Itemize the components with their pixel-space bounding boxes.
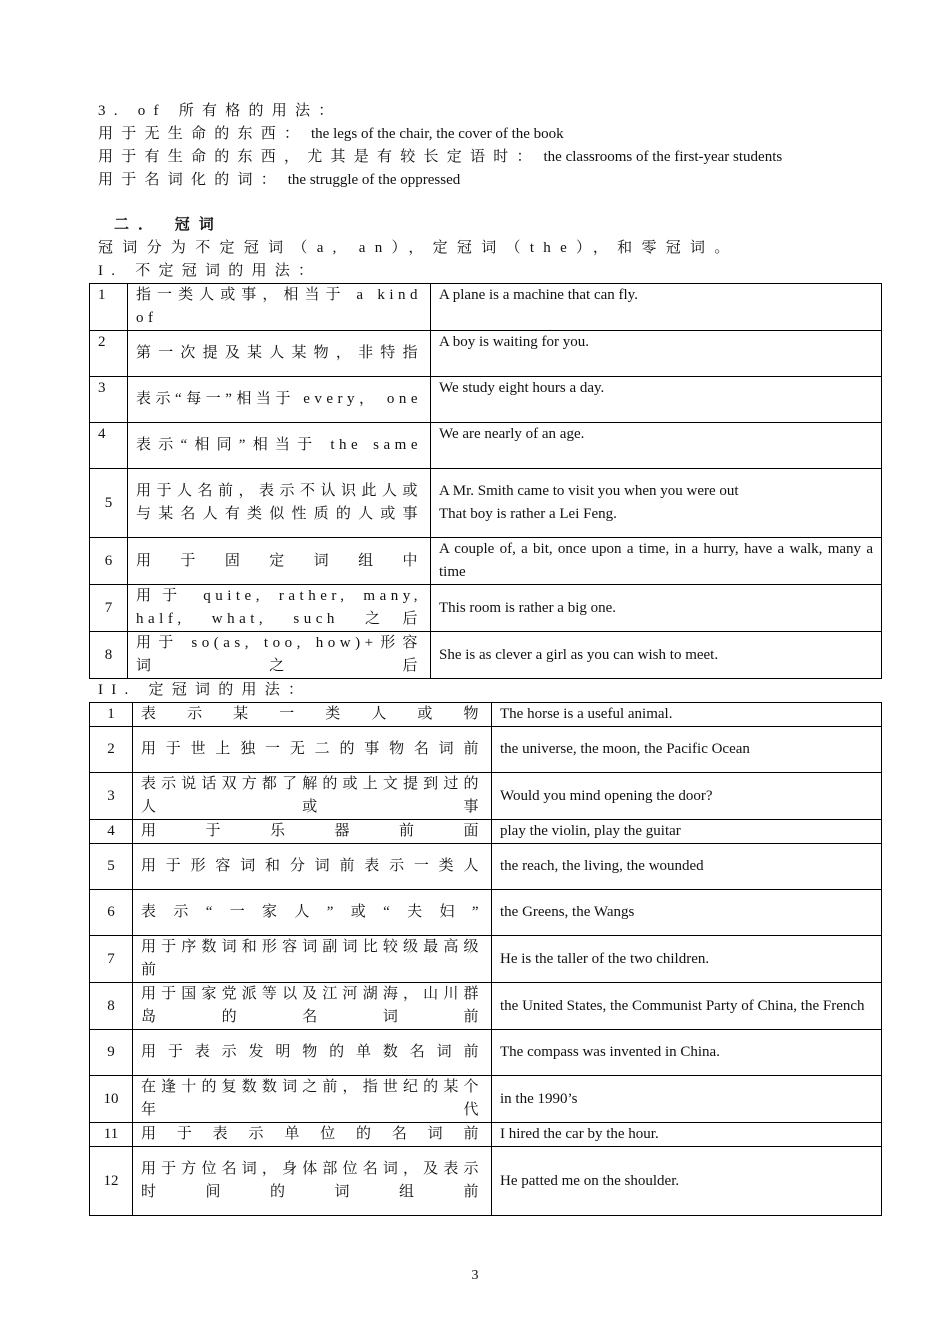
- usage-rule: [128, 585, 431, 632]
- row-number: 3: [90, 377, 128, 423]
- row-number: 3: [90, 773, 133, 820]
- section3-line2-en: the classrooms of the first-year students: [543, 149, 783, 165]
- usage-rule: [128, 469, 431, 538]
- usage-rule-text: 用于固定词组中: [136, 552, 422, 569]
- row-number: 8: [90, 632, 128, 679]
- example-cell: [492, 1147, 882, 1216]
- articles-intro: 冠词分为不定冠词（a, an），定冠词（the），和零冠词。: [98, 240, 739, 256]
- section3-line3-en: the struggle of the oppressed: [287, 172, 461, 188]
- table-row: [90, 773, 882, 820]
- example-text: A boy is waiting for you.: [439, 334, 589, 350]
- usage-rule: [128, 331, 431, 377]
- usage-rule-text: 表示“每一”相当于 every， one: [136, 391, 422, 407]
- row-number: 2: [90, 727, 133, 773]
- table-row: [90, 1147, 882, 1216]
- usage-rule: [128, 377, 431, 423]
- indefinite-article-table: [89, 283, 882, 679]
- example-cell: [431, 331, 882, 377]
- section3-line2-cn: 用于有生命的东西，尤其是有较长定语时：: [98, 149, 540, 165]
- section3-line3-cn: 用于名词化的词：: [98, 172, 285, 188]
- example-text: This room is rather a big one.: [439, 599, 617, 616]
- example-cell: [431, 632, 882, 679]
- table-row: [90, 844, 882, 890]
- articles-heading: 二． 冠词: [114, 217, 223, 233]
- usage-rule: [128, 284, 431, 331]
- example-text: A plane is a machine that can fly.: [439, 287, 638, 303]
- example-text: The horse is a useful animal.: [500, 706, 673, 722]
- row-number: 11: [90, 1123, 133, 1147]
- example-text: A Mr. Smith came to visit you when you were out: [439, 483, 739, 499]
- table-row: [90, 538, 882, 585]
- table-row: [90, 284, 882, 331]
- usage-rule: [133, 773, 492, 820]
- example-text: the United States, the Communist Party of China, the French: [500, 997, 865, 1014]
- row-number: 6: [90, 538, 128, 585]
- section3-line2: [98, 146, 858, 169]
- example-text: the Greens, the Wangs: [500, 904, 635, 920]
- table-row: [90, 585, 882, 632]
- example-cell: [431, 284, 882, 331]
- example-cell: [492, 1123, 882, 1147]
- table-row: [90, 331, 882, 377]
- usage-rule-text: 用于人名前，表示不认识此人或与某名人有类似性质的人或事: [136, 483, 422, 522]
- section3-title: 3. of 所有格的用法：: [98, 103, 342, 119]
- example-cell: [492, 983, 882, 1030]
- usage-rule: [133, 1076, 492, 1123]
- usage-rule-text: 用于形容词和分词前表示一类人: [141, 858, 483, 874]
- example-cell: [492, 1030, 882, 1076]
- example-text: She is as clever a girl as you can wish to meet.: [439, 646, 719, 663]
- example-cell: [492, 727, 882, 773]
- usage-rule-text: 用于表示单位的名词前: [141, 1126, 483, 1142]
- example-text-2: That boy is rather a Lei Feng.: [439, 506, 617, 522]
- row-number: 8: [90, 983, 133, 1030]
- table-row: [90, 890, 882, 936]
- row-number: 7: [90, 585, 128, 632]
- usage-rule-text: 第一次提及某人某物，非特指: [136, 345, 422, 361]
- usage-rule: [133, 703, 492, 727]
- usage-rule-text: 用于世上独一无二的事物名词前: [141, 741, 483, 757]
- usage-rule-text: 用于表示发明物的单数名词前: [141, 1044, 483, 1060]
- example-text: the reach, the living, the wounded: [500, 858, 704, 874]
- example-cell: [492, 844, 882, 890]
- example-cell: [431, 585, 882, 632]
- usage-rule-text: 用于 quite, rather, many, half, what, such 之后: [136, 588, 422, 627]
- example-text: in the 1990’s: [500, 1090, 578, 1107]
- usage-rule-text: 表示“一家人”或“夫妇”: [141, 904, 483, 920]
- table-row: [90, 423, 882, 469]
- definite-article-table: [89, 702, 882, 1216]
- definite-title: II. 定冠词的用法：: [98, 682, 312, 698]
- usage-rule-text: 在逢十的复数数词之前，指世纪的某个年代: [141, 1079, 483, 1118]
- row-number: 6: [90, 890, 133, 936]
- row-number: 1: [90, 703, 133, 727]
- usage-rule: [133, 820, 492, 844]
- usage-rule-text: 用于乐器前面: [141, 823, 483, 839]
- usage-rule: [133, 1147, 492, 1216]
- usage-rule-text: 用于 so(as, too, how)+形容词之后: [136, 635, 422, 674]
- example-text: Would you mind opening the door?: [500, 787, 713, 804]
- table-row: [90, 820, 882, 844]
- usage-rule-text: 用于国家党派等以及江河湖海，山川群岛的名词前: [141, 986, 483, 1025]
- row-number: 1: [90, 284, 128, 331]
- row-number: 7: [90, 936, 133, 983]
- usage-rule-text: 表示“相同”相当于 the same: [136, 437, 422, 453]
- usage-rule: [128, 632, 431, 679]
- indefinite-title: I. 不定冠词的用法：: [98, 263, 322, 279]
- example-text: He is the taller of the two children.: [500, 950, 710, 967]
- usage-rule-text: 指一类人或事，相当于 a kind of: [136, 287, 422, 326]
- example-cell: [431, 469, 882, 538]
- section3-line1-en: the legs of the chair, the cover of the book: [311, 126, 564, 142]
- example-cell: [492, 936, 882, 983]
- page-number: 3: [471, 1268, 479, 1283]
- table-row: [90, 1030, 882, 1076]
- usage-rule-text: 用于序数词和形容词副词比较级最高级前: [141, 939, 483, 978]
- row-number: 10: [90, 1076, 133, 1123]
- usage-rule: [133, 1123, 492, 1147]
- table-row: [90, 727, 882, 773]
- usage-rule: [133, 844, 492, 890]
- usage-rule-text: 表示说话双方都了解的或上文提到过的人或事: [141, 776, 483, 815]
- usage-rule-text: 用于方位名词，身体部位名词，及表示时间的词组前: [141, 1161, 483, 1200]
- usage-rule: [128, 423, 431, 469]
- example-cell: [431, 423, 882, 469]
- table-row: [90, 377, 882, 423]
- example-cell: [492, 703, 882, 727]
- example-cell: [492, 820, 882, 844]
- table-row: [90, 983, 882, 1030]
- row-number: 4: [90, 820, 133, 844]
- table-row: [90, 936, 882, 983]
- example-text: the universe, the moon, the Pacific Ocean: [500, 741, 750, 757]
- table-row: [90, 469, 882, 538]
- row-number: 4: [90, 423, 128, 469]
- example-cell: [492, 890, 882, 936]
- example-cell: [431, 377, 882, 423]
- table-row: [90, 1076, 882, 1123]
- table-row: [90, 703, 882, 727]
- section3-line3: [98, 169, 858, 192]
- usage-rule: [133, 890, 492, 936]
- usage-rule: [133, 1030, 492, 1076]
- example-text: I hired the car by the hour.: [500, 1126, 659, 1142]
- row-number: 9: [90, 1030, 133, 1076]
- row-number: 5: [90, 469, 128, 538]
- usage-rule: [133, 936, 492, 983]
- row-number: 2: [90, 331, 128, 377]
- table-row: [90, 632, 882, 679]
- usage-rule: [133, 727, 492, 773]
- example-cell: [492, 1076, 882, 1123]
- usage-rule: [133, 983, 492, 1030]
- example-text: We are nearly of an age.: [439, 426, 585, 442]
- table-row: [90, 1123, 882, 1147]
- example-text: The compass was invented in China.: [500, 1044, 720, 1060]
- section3-line1: [98, 123, 858, 146]
- usage-rule: [128, 538, 431, 585]
- usage-rule-text: 表示某一类人或物: [141, 706, 483, 722]
- section3-line1-cn: 用于无生命的东西：: [98, 126, 308, 142]
- example-cell: [431, 538, 882, 585]
- row-number: 5: [90, 844, 133, 890]
- document-page: [98, 100, 873, 1216]
- example-cell: [492, 773, 882, 820]
- example-text: He patted me on the shoulder.: [500, 1172, 680, 1189]
- example-text: A couple of, a bit, once upon a time, in a hurry, have a walk, many a time: [439, 541, 873, 580]
- example-text: play the violin, play the guitar: [500, 823, 681, 839]
- row-number: 12: [90, 1147, 133, 1216]
- example-text: We study eight hours a day.: [439, 380, 605, 396]
